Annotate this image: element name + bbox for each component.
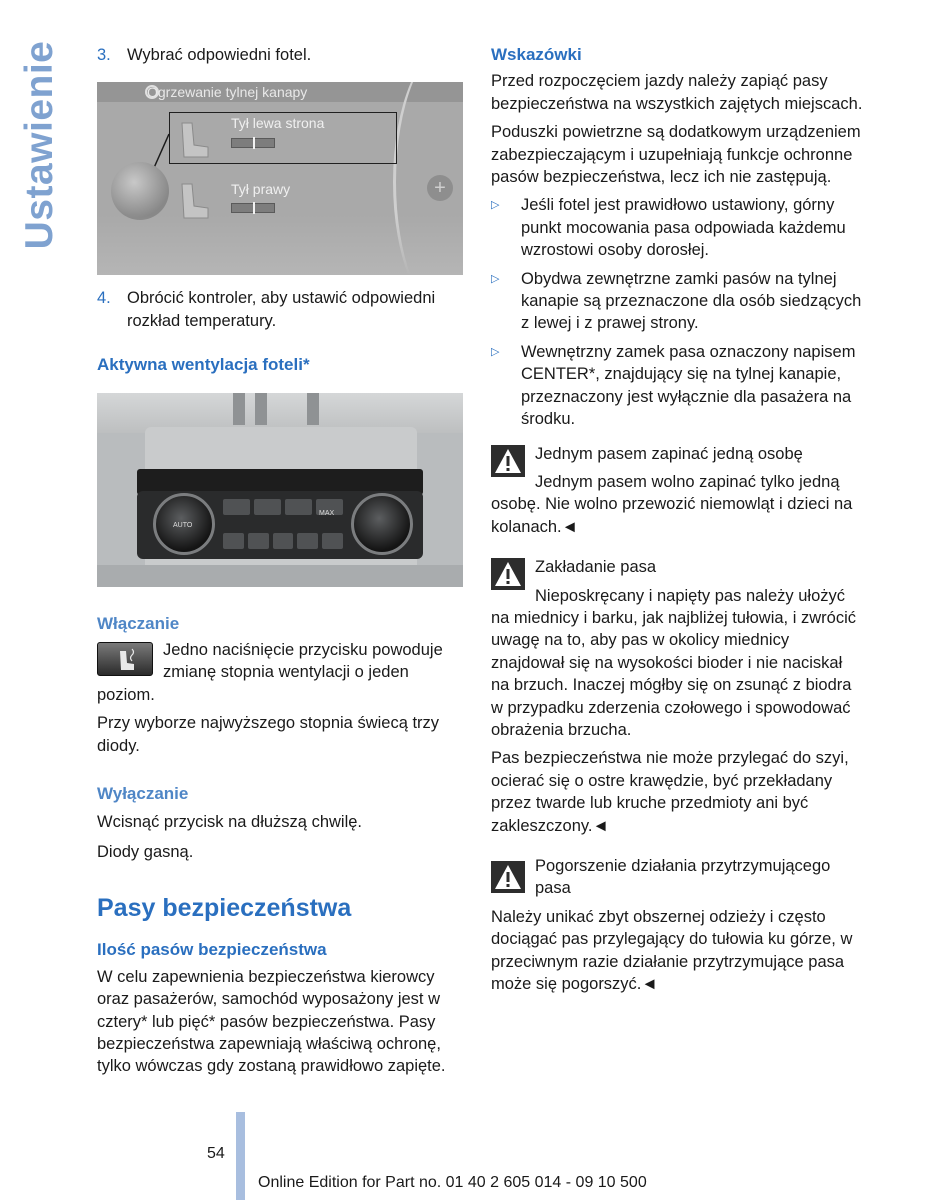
on-text-2: Przy wyborze najwyższego stopnia świecą trzy diody. (97, 714, 440, 755)
warning-icon (491, 861, 525, 893)
console-bottom (97, 565, 463, 587)
tips-paragraph-1: Przed rozpoczęciem jazdy należy zapiąć pasy bezpieczeństwa na wszystkich zajętych miejscach. (491, 72, 863, 113)
vent-slot (255, 393, 267, 425)
subheading-belt-count: Ilość pasów bezpieczeństwa (97, 940, 327, 960)
page-bar (236, 1112, 245, 1200)
page-number: 54 (207, 1145, 225, 1162)
warning-3-text: Należy unikać zbyt obszernej odzieży i często dociągać pas przylegający do tułowia ku górze, w przeciwnym razie działanie przytrzymujące pasa może się pogorszyć.◄ (491, 907, 853, 994)
warning-1-title: Jednym pasem zapinać jedną osobę (535, 444, 803, 463)
left-column (97, 44, 465, 1078)
rear-left-slider (231, 138, 275, 148)
seat-ventilation-button-icon (97, 642, 153, 676)
warning-2-text: Nieposkręcany i napięty pas należy ułożyć na miednicy i barku, jak najbliżej tułowia, i zwrócić uwagę na to, aby pas w okolicy miednicy znajdował się na wysokości bioder i nie naciskał na brzuch. Inaczej mógłby się on zsunąć z biodra w przypadku zderzenia czołowego i spowodować obrażenia brzucha. (491, 586, 856, 739)
bullet-marker-icon: ▷ (491, 345, 500, 358)
warning-2-title: Zakładanie pasa (535, 558, 657, 577)
side-tab (17, 40, 61, 250)
warning-2-text-2: Pas bezpieczeństwa nie może przylegać do szyi, ocierać się o ostre krawędzie, być przekładany przez twarde lub kruche przedmioty ani być zakleszczony.◄ (491, 749, 849, 835)
right-column (491, 44, 863, 995)
bullet-text: Jeśli fotel jest prawidłowo ustawiony, górny punkt mocowania pasa odpowiada każdemu wzrostowi osoby dorosłej. (521, 196, 846, 260)
on-text: Jedno naciśnięcie przycisku powoduje zmianę stopnia wentylacji o jeden poziom. (97, 641, 443, 704)
climate-panel-image (97, 393, 463, 587)
bullet-marker-icon: ▷ (491, 272, 500, 285)
subheading-off: Wyłączanie (97, 784, 189, 804)
plus-icon: + (427, 175, 453, 201)
on-block (97, 639, 465, 706)
seat-icon (174, 119, 214, 163)
vent-slot (307, 393, 319, 425)
step-3 (97, 44, 465, 66)
bullet-text: Obydwa zewnętrzne zamki pasów na tylnej kanapie są przeznaczone dla osób siedzących z lewej i z prawej strony. (521, 269, 862, 333)
step-number: 3. (97, 46, 111, 64)
side-tab-label: Ustawienie (17, 40, 61, 250)
belt-count-text: W celu zapewnienia bezpieczeństwa kierowcy oraz pasażerów, samochód wyposażony jest w cztery* lub pięć* pasów bezpieczeństwa. Pasy bezpieczeństwa zapewniają właściwą ochronę, tylko wówczas gdy zostaną prawidłowo zapięte. (97, 967, 446, 1076)
warning-icon (491, 445, 525, 477)
bullet-text: Wewnętrzny zamek pasa oznaczony napisem CENTER*, znajdujący się na tylnej kanapie, przeznaczony jest wyłącznie dla pasażera na środku. (521, 342, 856, 429)
warning-icon (491, 558, 525, 590)
tip-bullet (491, 341, 863, 431)
warning-block-2 (491, 556, 863, 837)
step-4 (97, 287, 465, 332)
max-label: MAX (319, 509, 335, 517)
idrive-screen-image (97, 82, 463, 275)
tips-paragraph-2: Poduszki powietrzne są dodatkowym urządzeniem zabezpieczającym i uzupełniają funkcje ochronne pasów bezpieczeństwa, lecz ich nie zastępują. (491, 123, 861, 187)
bullet-marker-icon: ▷ (491, 199, 500, 212)
off-text-2: Diody gasną. (97, 842, 194, 861)
warning-3-title: Pogorszenie działania przytrzymującego pasa (535, 857, 831, 898)
step-text: Obrócić kontroler, aby ustawić odpowiedni rozkład temperatury. (127, 289, 436, 330)
tips-heading: Wskazówki (491, 45, 582, 64)
step-text: Wybrać odpowiedni fotel. (127, 46, 312, 64)
button-row-lower (223, 533, 343, 549)
section-heading-belts: Pasy bezpieczeństwa (97, 894, 352, 923)
rear-right-slider (231, 203, 275, 213)
vent-slot (233, 393, 245, 425)
subheading-on: Włączanie (97, 613, 180, 633)
auto-label: AUTO (173, 521, 193, 529)
off-text-1: Wcisnąć przycisk na dłuższą chwilę. (97, 813, 362, 832)
warning-block-3 (491, 855, 863, 995)
warning-block-1 (491, 443, 863, 539)
section-heading-ventilation: Aktywna wentylacja foteli* (97, 355, 310, 375)
warning-1-text: Jednym pasem wolno zapinać tylko jedną osobę. Nie wolno przewozić niemowląt i dzieci na kolanach.◄ (491, 472, 853, 536)
screen-fade (97, 215, 463, 275)
screen-title: Ogrzewanie tylnej kanapy (147, 84, 308, 101)
rear-right-label: Tył prawy (231, 181, 291, 198)
right-dial-icon (351, 493, 413, 555)
tip-bullet (491, 268, 863, 335)
tip-bullet (491, 194, 863, 261)
rear-left-label: Tył lewa strona (231, 115, 325, 132)
controller-icon (111, 162, 169, 220)
step-number: 4. (97, 289, 111, 308)
footer-text: Online Edition for Part no. 01 40 2 605 014 - 09 10 500 (258, 1174, 647, 1191)
